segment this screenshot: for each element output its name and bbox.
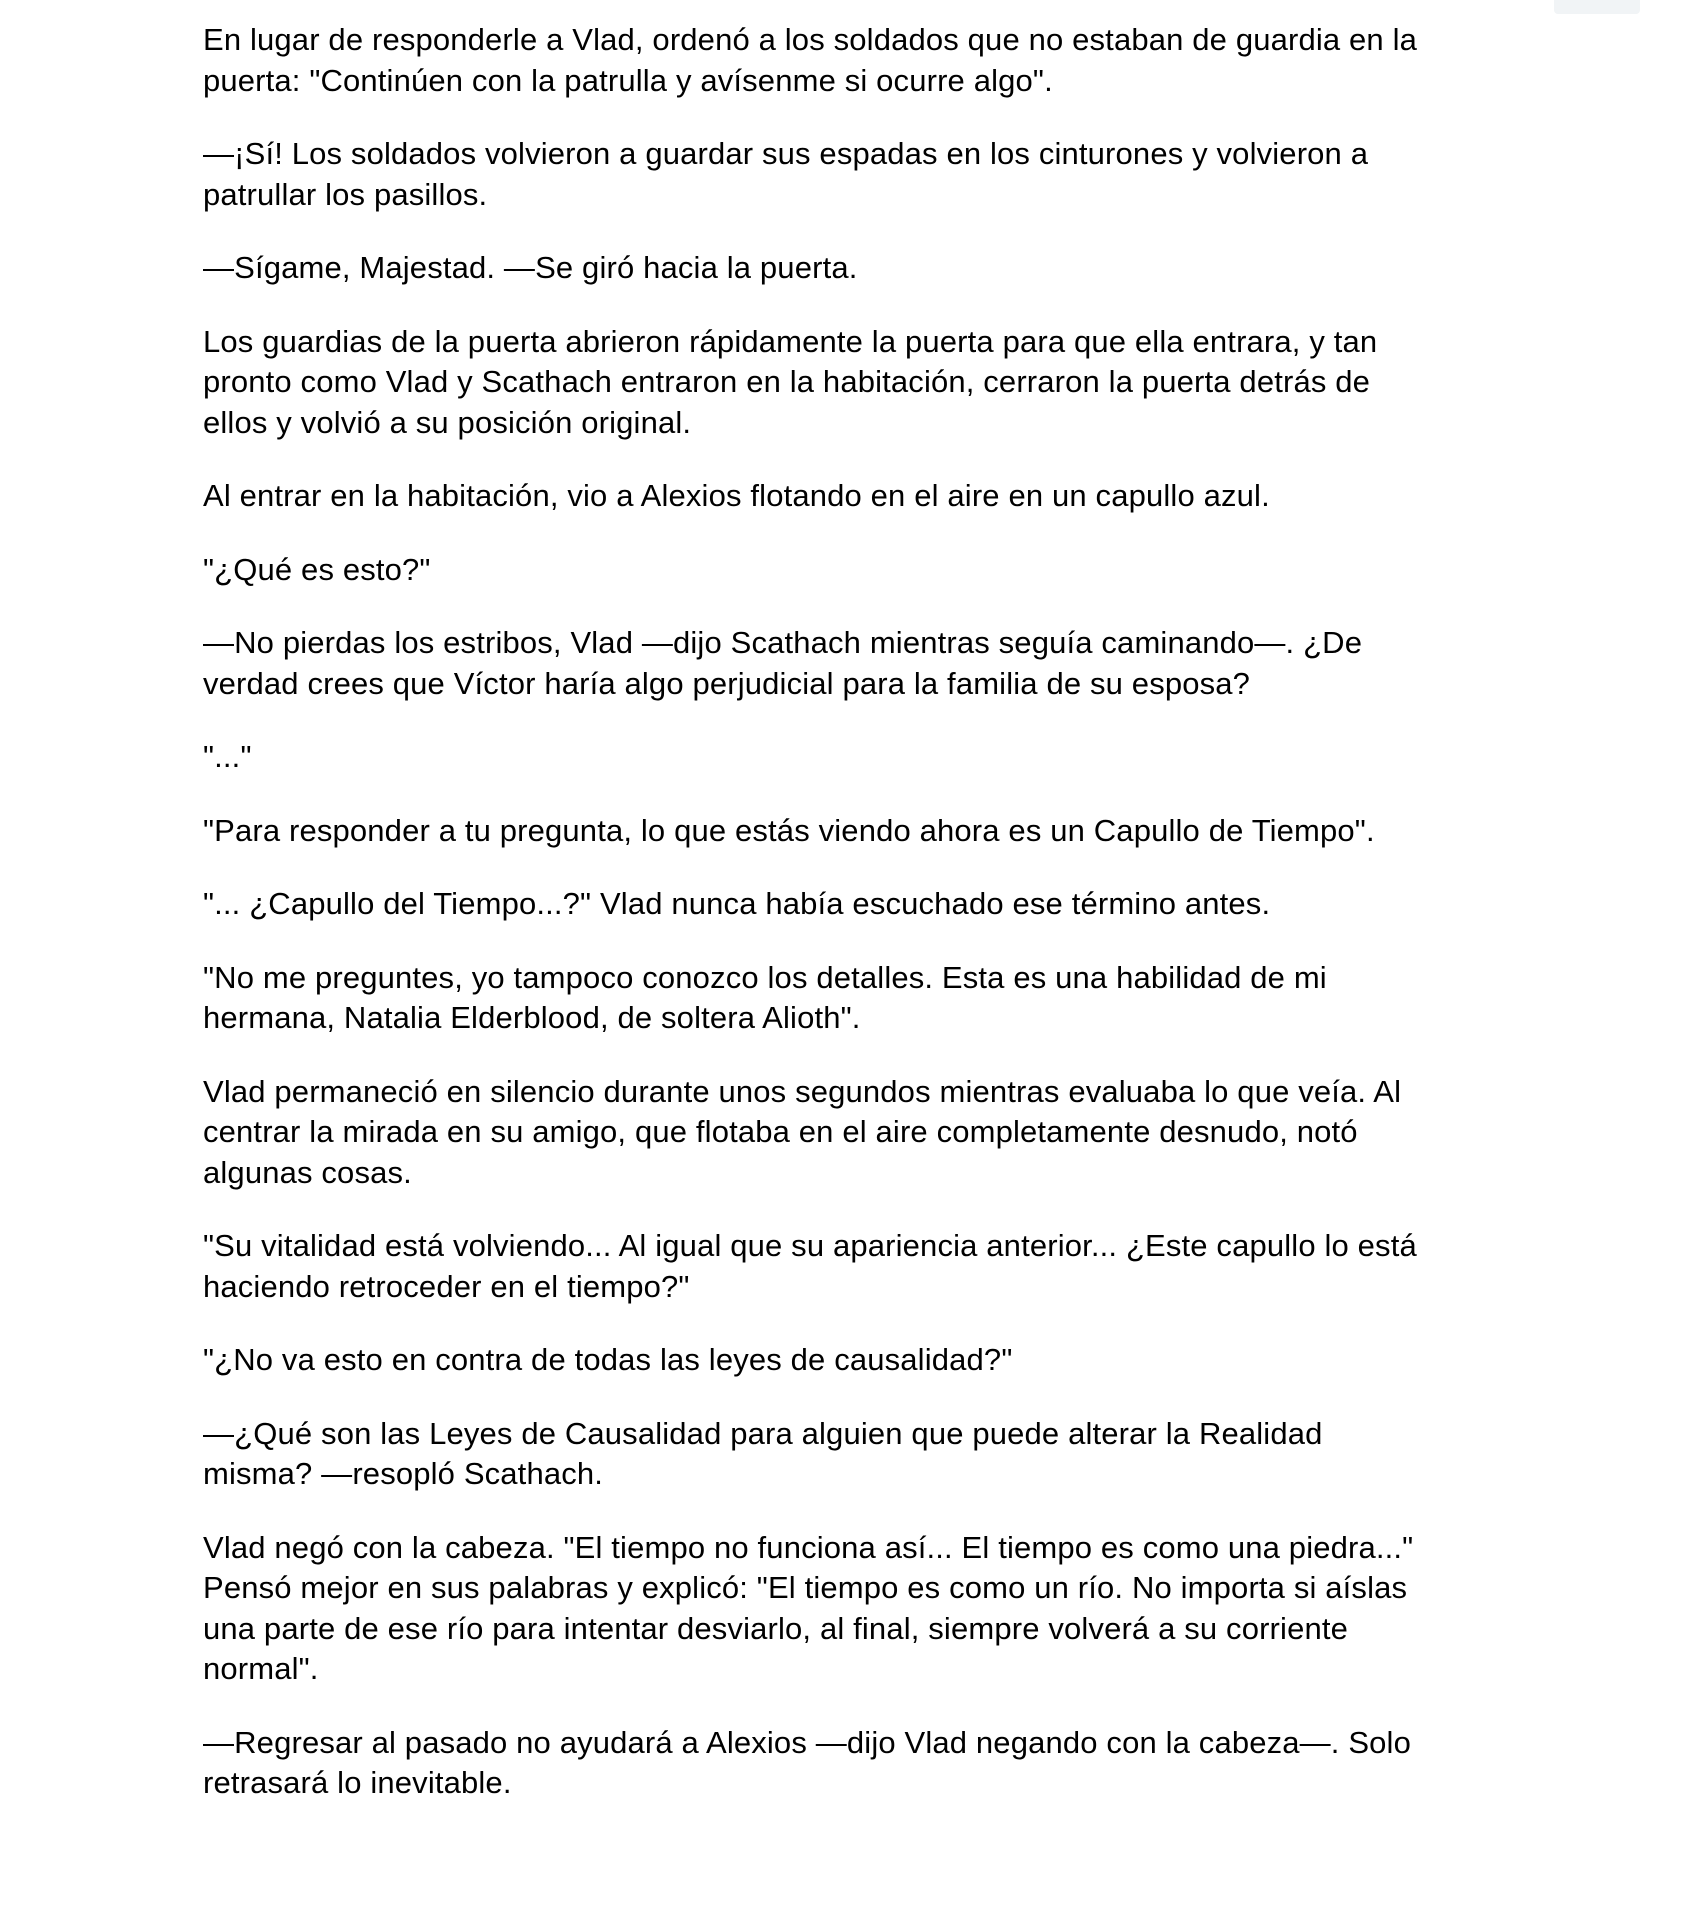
- paragraph: [203, 322, 1533, 444]
- text-line: —¿Qué son las Leyes de Causalidad para alguien que puede alterar la Realidad: [203, 1415, 1323, 1451]
- paragraph: [203, 1072, 1533, 1194]
- paragraph: [203, 623, 1533, 704]
- text-line: verdad crees que Víctor haría algo perjudicial para la familia de su esposa?: [203, 665, 1251, 701]
- paragraph: [203, 1528, 1533, 1690]
- text-line: "... ¿Capullo del Tiempo...?" Vlad nunca había escuchado ese término antes.: [203, 886, 1271, 921]
- text-line: una parte de ese río para intentar desviarlo, al final, siempre volverá a su corriente: [203, 1610, 1349, 1646]
- text-line: retrasará lo inevitable.: [203, 1765, 512, 1800]
- text-line: misma? —resopló Scathach.: [203, 1456, 604, 1491]
- corner-tab: [1554, 0, 1640, 14]
- paragraph: [203, 1723, 1533, 1804]
- paragraph: [203, 550, 1533, 591]
- paragraph: [203, 737, 1533, 778]
- text-line: "¿Qué es esto?": [203, 551, 431, 587]
- text-line: patrullar los pasillos.: [203, 176, 488, 212]
- text-line: haciendo retroceder en el tiempo?": [203, 1268, 690, 1304]
- text-line: Vlad permaneció en silencio durante unos segundos mientras evaluaba lo que veía. Al: [203, 1073, 1402, 1109]
- paragraph: [203, 476, 1533, 517]
- text-line: hermana, Natalia Elderblood, de soltera Alioth".: [203, 1000, 861, 1035]
- text-line: "¿No va esto en contra de todas las leyes de causalidad?": [203, 1342, 1013, 1377]
- text-line: "No me preguntes, yo tampoco conozco los detalles. Esta es una habilidad de mi: [203, 959, 1327, 995]
- text-line: Vlad negó con la cabeza. "El tiempo no funciona así... El tiempo es como una piedra...": [203, 1529, 1414, 1565]
- paragraph: [203, 134, 1533, 215]
- document-page: [203, 20, 1533, 1837]
- text-line: puerta: "Continúen con la patrulla y avísenme si ocurre algo".: [203, 62, 1053, 98]
- paragraph: [203, 1414, 1533, 1495]
- text-line: "Para responder a tu pregunta, lo que estás viendo ahora es un Capullo de Tiempo".: [203, 812, 1375, 848]
- text-line: centrar la mirada en su amigo, que flotaba en el aire completamente desnudo, notó: [203, 1114, 1358, 1149]
- text-line: ellos y volvió a su posición original.: [203, 404, 692, 440]
- text-line: —¡Sí! Los soldados volvieron a guardar sus espadas en los cinturones y volvieron a: [203, 136, 1369, 171]
- paragraph: [203, 811, 1533, 852]
- paragraph: [203, 884, 1533, 925]
- text-line: normal".: [203, 1651, 319, 1686]
- text-line: pronto como Vlad y Scathach entraron en la habitación, cerraron la puerta detrás de: [203, 364, 1371, 399]
- paragraph: [203, 248, 1533, 289]
- text-line: "Su vitalidad está volviendo... Al igual que su apariencia anterior... ¿Este capullo lo está: [203, 1228, 1417, 1263]
- text-line: En lugar de responderle a Vlad, ordenó a los soldados que no estaban de guardia en la: [203, 22, 1418, 57]
- paragraph: [203, 1226, 1533, 1307]
- text-line: —Sígame, Majestad. —Se giró hacia la puerta.: [203, 250, 858, 285]
- text-line: Al entrar en la habitación, vio a Alexios flotando en el aire en un capullo azul.: [203, 478, 1270, 513]
- text-line: —No pierdas los estribos, Vlad —dijo Scathach mientras seguía caminando—. ¿De: [203, 625, 1363, 660]
- text-line: algunas cosas.: [203, 1154, 412, 1190]
- text-line: —Regresar al pasado no ayudará a Alexios —dijo Vlad negando con la cabeza—. Solo: [203, 1724, 1411, 1760]
- text-line: Pensó mejor en sus palabras y explicó: "El tiempo es como un río. No importa si aíslas: [203, 1570, 1408, 1605]
- paragraph: [203, 958, 1533, 1039]
- text-line: Los guardias de la puerta abrieron rápidamente la puerta para que ella entrara, y tan: [203, 323, 1378, 359]
- paragraph: [203, 20, 1533, 101]
- paragraph: [203, 1340, 1533, 1381]
- text-line: "...": [203, 739, 252, 774]
